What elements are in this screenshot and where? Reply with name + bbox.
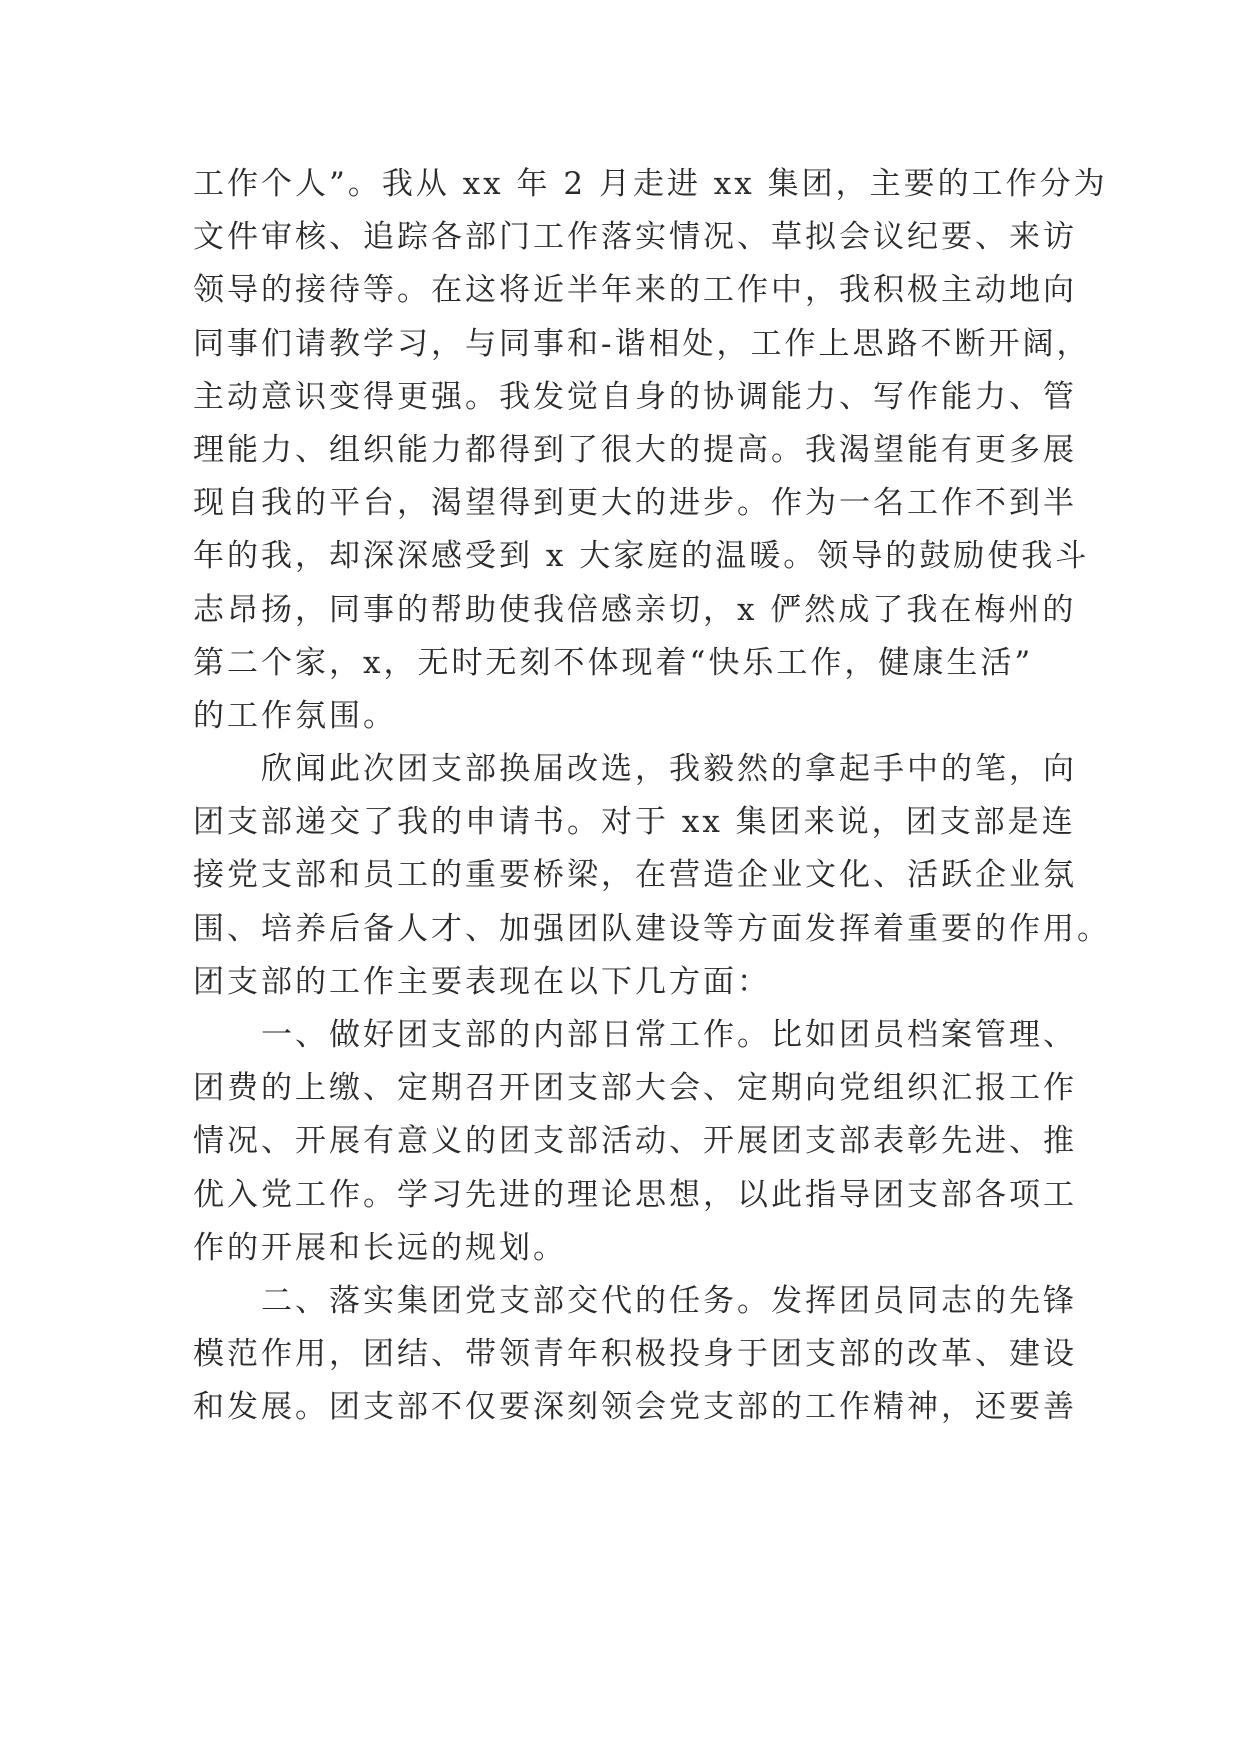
text-line: 围、培养后备人才、加强团队建设等方面发挥着重要的作用。 [193,910,1111,947]
text-line: 同事们请教学习，与同事和-谐相处，工作上思路不断开阔， [193,325,1091,362]
text-line: 工作个人”。我从 xx 年 2 月走进 xx 集团，主要的工作分为 [193,166,1108,202]
text-line: 第二个家，x，无时无刻不体现着“快乐工作，健康生活” [193,644,1034,681]
text-line: 主动意识变得更强。我发觉自身的协调能力、写作能力、管 [193,378,1077,415]
text-line: 团费的上缴、定期召开团支部大会、定期向党组织汇报工作 [193,1070,1077,1107]
text-line: 年的我，却深深感受到 x 大家庭的温暖。领导的鼓励使我斗 [193,538,1090,575]
text-line: 团支部的工作主要表现在以下几方面： [193,963,771,1000]
paragraph-first-line: 一、做好团支部的内部日常工作。比如团员档案管理、 [193,1017,1077,1053]
text-line: 领导的接待等。在这将近半年来的工作中，我积极主动地向 [193,272,1077,309]
text-line: 作的开展和长远的规划。 [193,1229,567,1266]
text-line: 理能力、组织能力都得到了很大的提高。我渴望能有更多展 [193,431,1077,468]
text-line: 的工作氛围。 [193,697,397,734]
text-line: 志昂扬，同事的帮助使我倍感亲切，x 俨然成了我在梅州的 [193,591,1077,628]
text-line: 团支部递交了我的申请书。对于 xx 集团来说，团支部是连 [193,804,1076,841]
paragraph-first-line: 二、落实集团党支部交代的任务。发挥团员同志的先锋 [193,1282,1077,1319]
text-line: 和发展。团支部不仅要深刻领会党支部的工作精神，还要善 [193,1389,1077,1426]
text-line: 情况、开展有意义的团支部活动、开展团支部表彰先进、推 [193,1123,1077,1160]
text-line: 优入党工作。学习先进的理论思想，以此指导团支部各项工 [193,1176,1077,1213]
text-line: 模范作用，团结、带领青年积极投身于团支部的改革、建设 [193,1336,1077,1373]
text-line: 文件审核、追踪各部门工作落实情况、草拟会议纪要、来访 [193,219,1077,256]
text-line: 现自我的平台，渴望得到更大的进步。作为一名工作不到半 [193,485,1077,522]
text-line: 接党支部和员工的重要桥梁，在营造企业文化、活跃企业氛 [193,857,1077,894]
paragraph-first-line: 欣闻此次团支部换届改选，我毅然的拿起手中的笔，向 [193,751,1077,788]
document-body [193,158,1111,1435]
